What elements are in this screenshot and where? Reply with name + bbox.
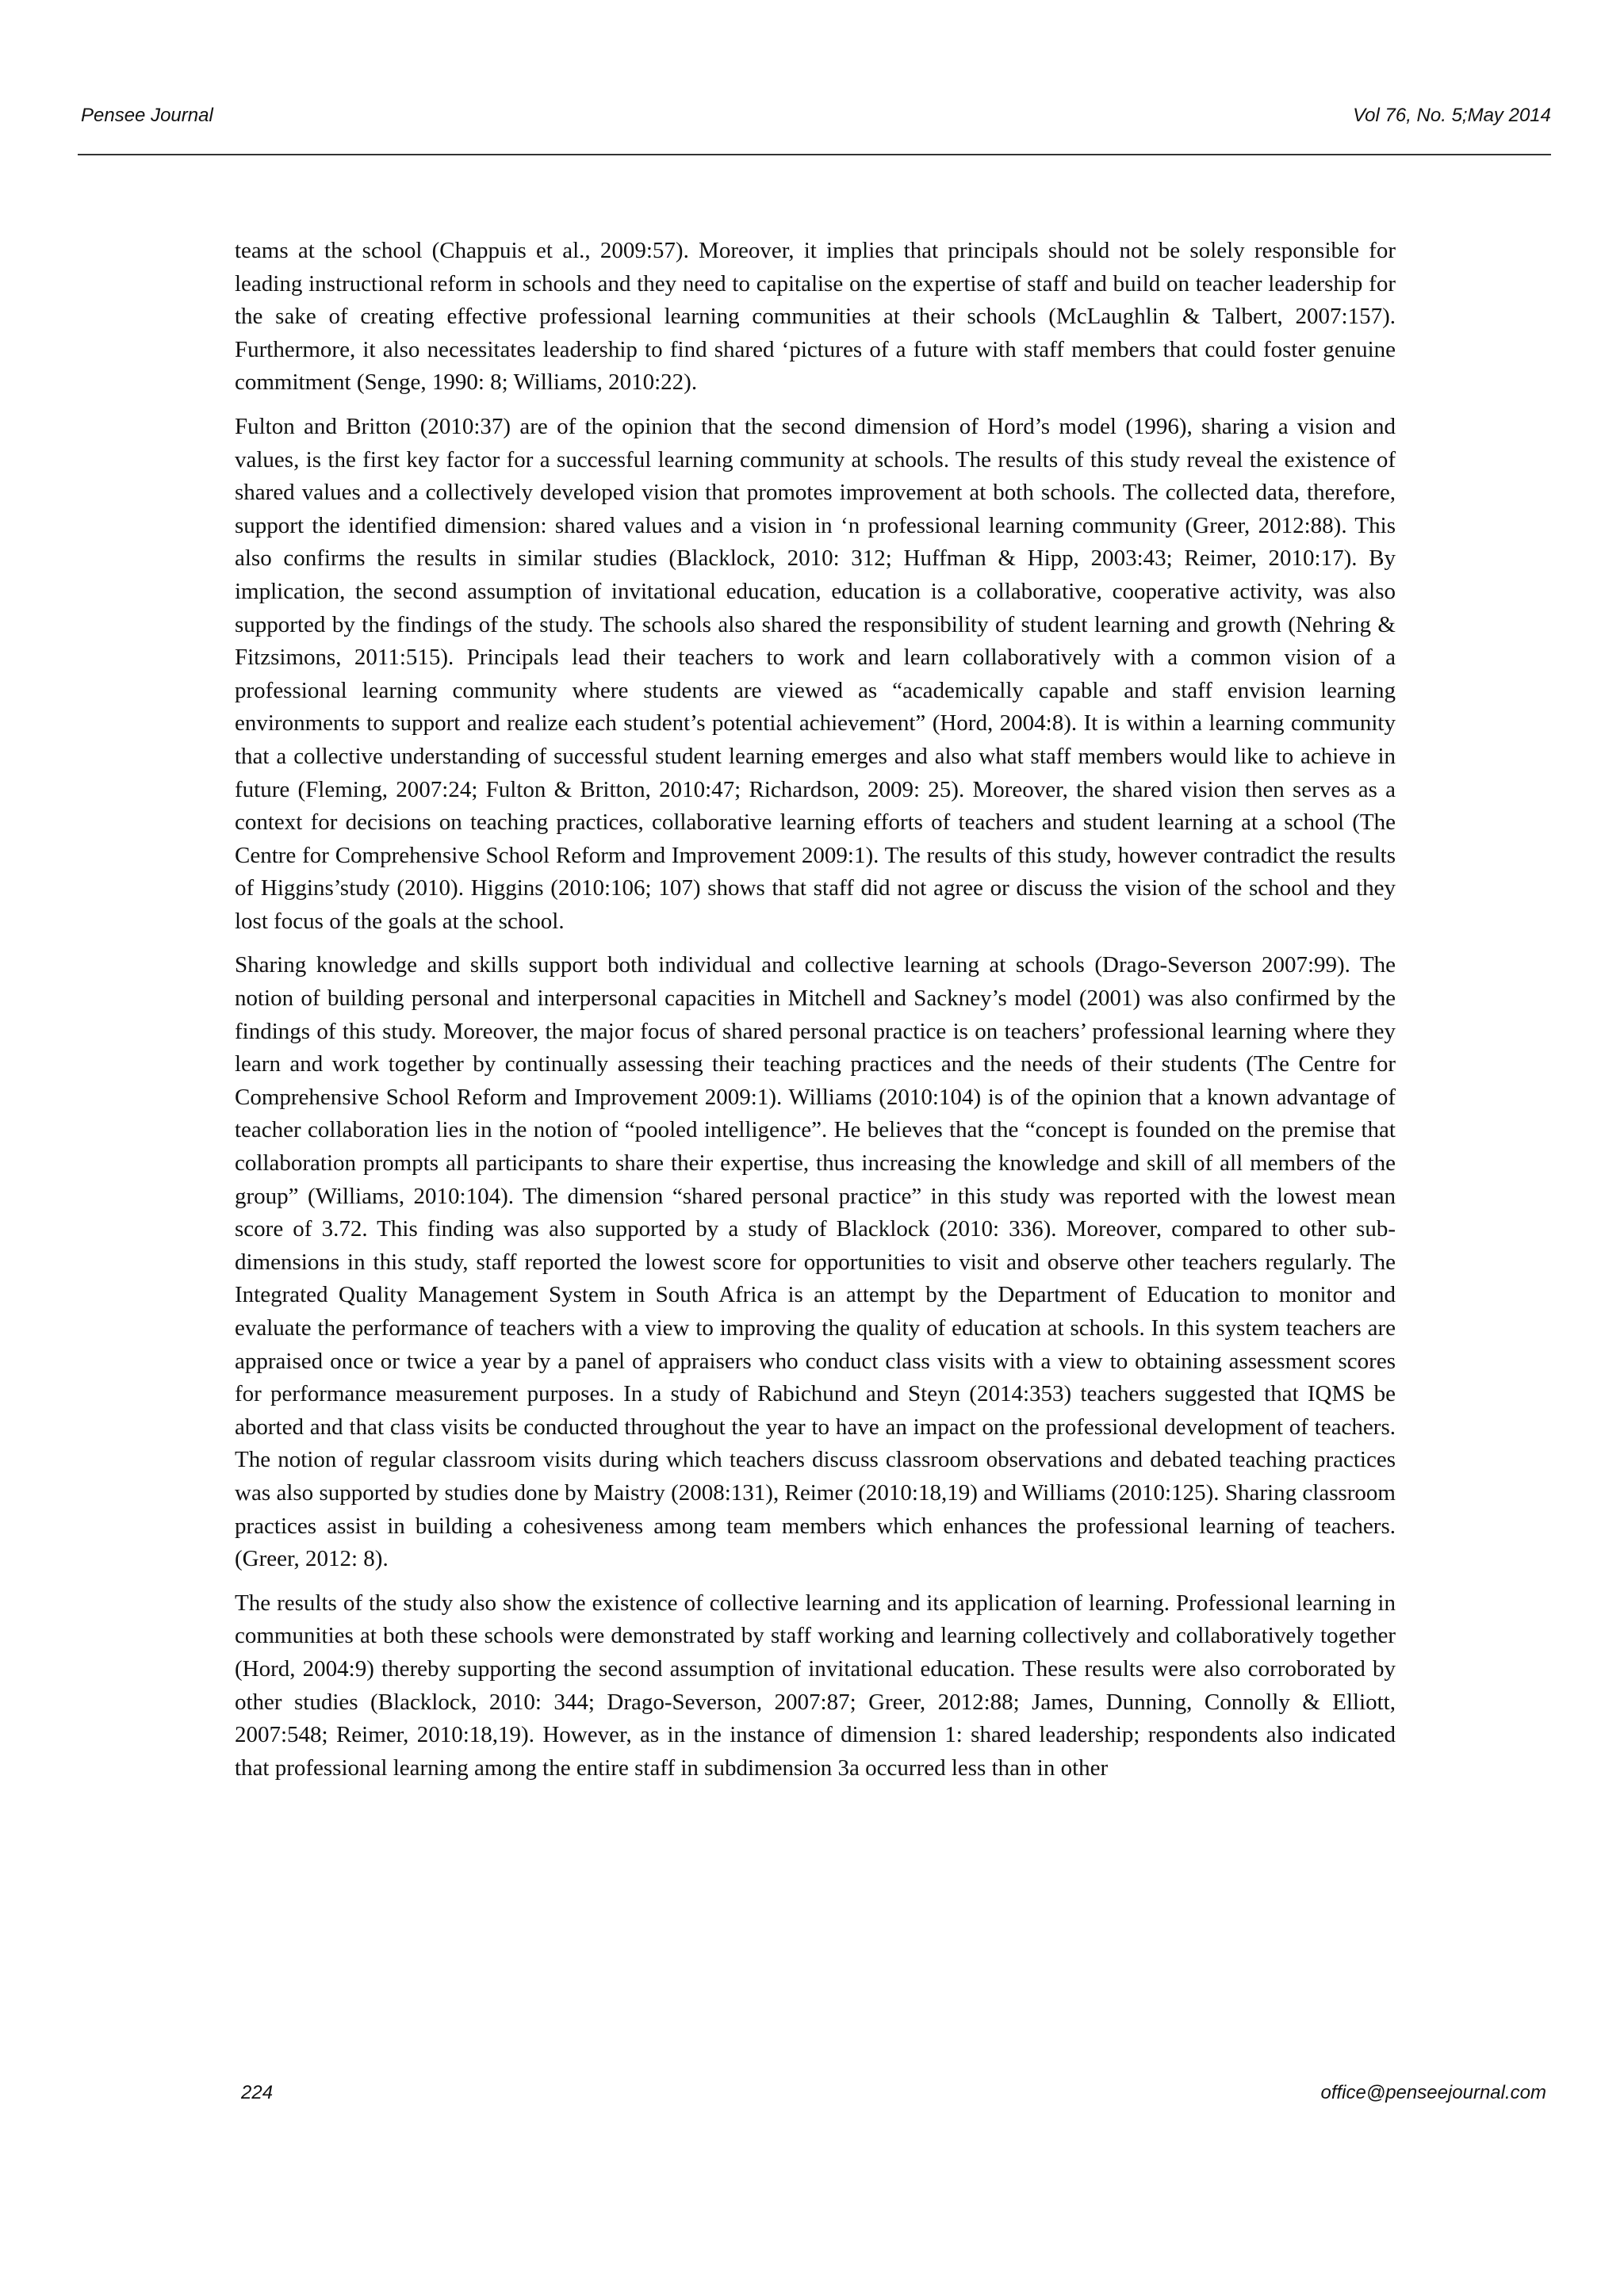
paragraph: teams at the school (Chappuis et al., 2009:57). Moreover, it implies that principals should not be solely responsible for leading instructional reform in schools and they need to capitalise on the expertise of staff and build on teacher leadership for the sake of creating effective professional learning communities at their schools (McLaughlin & Talbert, 2007:157). Furthermore, it also necessitates leadership to find shared ‘pictures of a future with staff members that could foster genuine commitment (Senge, 1990: 8; Williams, 2010:22). bbox=[235, 238, 1396, 396]
paragraph: Sharing knowledge and skills support both individual and collective learning at schools (Drago-Severson 2007:99). The notion of building personal and interpersonal capacities in Mitchell and Sackney’s model (2001) was also confirmed by the findings of this study. Moreover, the major focus of shared personal practice is on teachers’ professional learning where they learn and work together by continually assessing their teaching practices and the needs of their students (The Centre for Comprehensive School Reform and Improvement 2009:1). Williams (2010:104) is of the opinion that a known advantage of teacher collaboration lies in the notion of “pooled intelligence”. He believes that the “concept is founded on the premise that collaboration prompts all participants to share their expertise, thus increasing the knowledge and skill of all members of the group” (Williams, 2010:104). The dimension “shared personal practice” in this study was reported with the lowest mean score of 3.72. This finding was also supported by a study of Blacklock (2010: 336). Moreover, compared to other sub-dimensions in this study, staff reported the lowest score for opportunities to visit and observe other teachers regularly. The Integrated Quality Management System in South Africa is an attempt by the Department of Education to monitor and evaluate the performance of teachers with a view to improving the quality of education at schools. In this system teachers are appraised once or twice a year by a panel of appraisers who conduct class visits with a view to obtaining assessment scores for performance measurement purposes. In a study of Rabichund and Steyn (2014:353) teachers suggested that IQMS be aborted and that class visits be conducted throughout the year to have an impact on the professional development of teachers. The notion of regular classroom visits during which teachers discuss classroom observations and debated teaching practices was also supported by studies done by Maistry (2008:131), Reimer (2010:18,19) and Williams (2010:125). Sharing classroom practices assist in building a cohesiveness among team members which enhances the professional learning of teachers. (Greer, 2012: 8). bbox=[235, 952, 1396, 1572]
contact-email: office@penseejournal.com bbox=[1320, 2082, 1546, 2103]
article-body bbox=[235, 235, 1396, 1796]
page-header bbox=[78, 98, 1551, 155]
paragraph: The results of the study also show the existence of collective learning and its application of learning. Professional learning in communities at both these schools were demonstrated by staff working and learning collectively and collaboratively together (Hord, 2004:9) thereby supporting the second assumption of invitational education. These results were also corroborated by other studies (Blacklock, 2010: 344; Drago-Severson, 2007:87; Greer, 2012:88; James, Dunning, Connolly & Elliott, 2007:548; Reimer, 2010:18,19). However, as in the instance of dimension 1: shared leadership; respondents also indicated that professional learning among the entire staff in subdimension 3a occurred less than in other bbox=[235, 1590, 1396, 1781]
issue-info: Vol 76, No. 5;May 2014 bbox=[1353, 105, 1551, 126]
journal-name: Pensee Journal bbox=[81, 105, 213, 126]
paragraph: Fulton and Britton (2010:37) are of the opinion that the second dimension of Hord’s model (1996), sharing a vision and values, is the first key factor for a successful learning community at schools. The results of this study reveal the existence of shared values and a collectively developed vision that promotes improvement at both schools. The collected data, therefore, support the identified dimension: shared values and a vision in ‘n professional learning community (Greer, 2012:88). This also confirms the results in similar studies (Blacklock, 2010: 312; Huffman & Hipp, 2003:43; Reimer, 2010:17). By implication, the second assumption of invitational education, education is a collaborative, cooperative activity, was also supported by the findings of the study. The schools also shared the responsibility of student learning and growth (Nehring & Fitzsimons, 2011:515). Principals lead their teachers to work and learn collaboratively with a common vision of a professional learning community where students are viewed as “academically capable and staff envision learning environments to support and realize each student’s potential achievement” (Hord, 2004:8). It is within a learning community that a collective understanding of successful student learning emerges and also what staff members would like to achieve in future (Fleming, 2007:24; Fulton & Britton, 2010:47; Richardson, 2009: 25). Moreover, the shared vision then serves as a context for decisions on teaching practices, collaborative learning efforts of teachers and student learning at a school (The Centre for Comprehensive School Reform and Improvement 2009:1). The results of this study, however contradict the results of Higgins’study (2010). Higgins (2010:106; 107) shows that staff did not agree or discuss the vision of the school and they lost focus of the goals at the school. bbox=[235, 413, 1396, 934]
page-number: 224 bbox=[241, 2082, 274, 2103]
